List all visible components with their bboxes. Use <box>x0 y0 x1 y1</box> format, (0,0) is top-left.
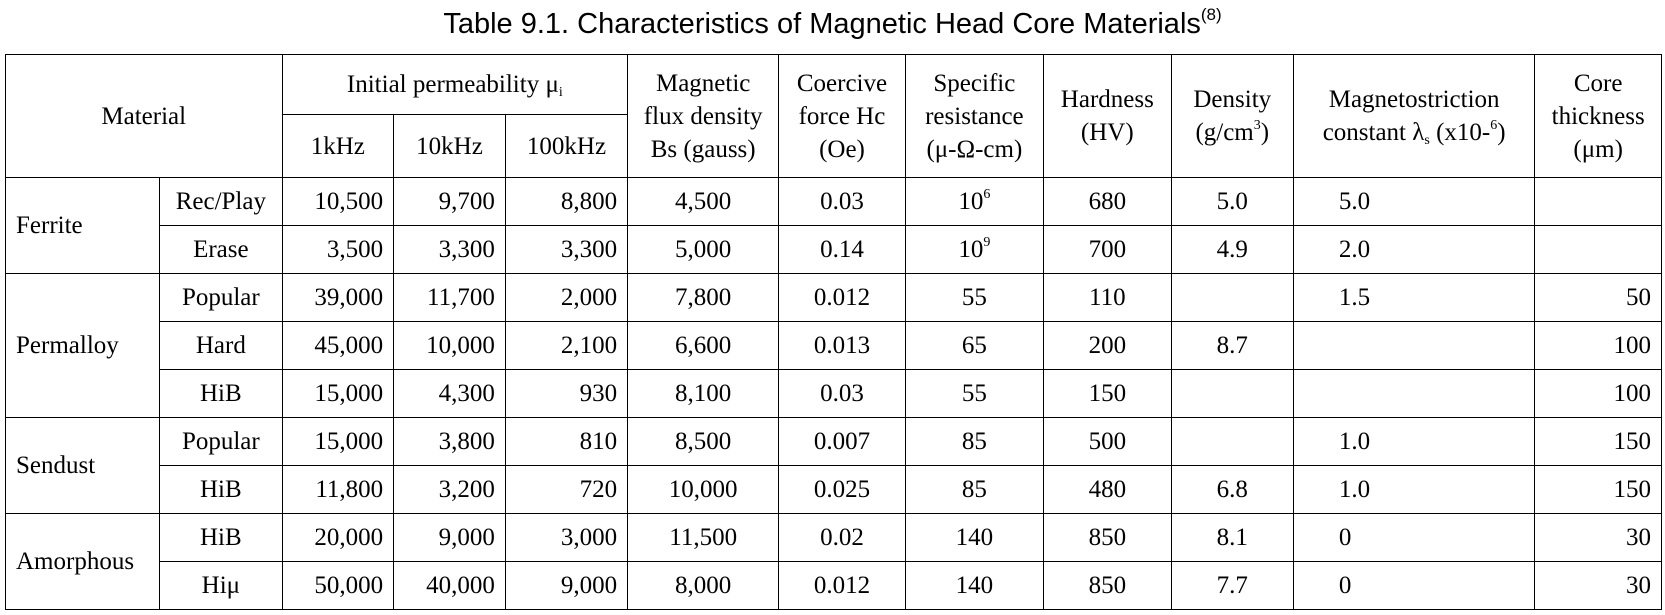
specific-resistance: 55 <box>905 370 1043 418</box>
specific-resistance: 140 <box>905 562 1043 610</box>
permeability-100khz: 3,300 <box>505 226 627 274</box>
specific-resistance: 140 <box>905 514 1043 562</box>
permeability-100khz: 2,000 <box>505 274 627 322</box>
magnetostriction: 1.0 <box>1293 466 1534 514</box>
permeability-100khz: 810 <box>505 418 627 466</box>
hardness: 700 <box>1044 226 1172 274</box>
magnetostriction <box>1293 370 1534 418</box>
magnetostriction <box>1293 322 1534 370</box>
permeability-1khz: 39,000 <box>282 274 394 322</box>
hardness: 850 <box>1044 514 1172 562</box>
permeability-10khz: 9,000 <box>394 514 506 562</box>
coercive-force: 0.14 <box>779 226 906 274</box>
permeability-100khz: 930 <box>505 370 627 418</box>
characteristics-table <box>5 54 1662 610</box>
flux-density: 8,100 <box>628 370 779 418</box>
header-density: Density $(g/cm^3)$ <box>1171 55 1293 178</box>
magnetostriction: 0 <box>1293 562 1534 610</box>
magnetostriction: 5.0 <box>1293 178 1534 226</box>
table-row <box>6 514 1662 562</box>
core-thickness <box>1535 226 1662 274</box>
permeability-1khz: 45,000 <box>282 322 394 370</box>
hardness: 500 <box>1044 418 1172 466</box>
core-thickness <box>1535 178 1662 226</box>
core-thickness: 30 <box>1535 514 1662 562</box>
table-caption <box>0 5 1665 41</box>
permeability-100khz: 2,100 <box>505 322 627 370</box>
header-magnetic-flux-density: Magnetic flux density Bs (gauss) <box>628 55 779 178</box>
flux-density: 11,500 <box>628 514 779 562</box>
permeability-100khz: 720 <box>505 466 627 514</box>
table-row <box>6 274 1662 322</box>
coercive-force: 0.03 <box>779 370 906 418</box>
hardness: 150 <box>1044 370 1172 418</box>
header-material: Material <box>6 55 283 178</box>
header-magnetostriction: Magnetostriction constant $\lambda_s$ (x10-$^6$) <box>1293 55 1534 178</box>
coercive-force: 0.013 <box>779 322 906 370</box>
specific-resistance: 65 <box>905 322 1043 370</box>
coercive-force: 0.012 <box>779 562 906 610</box>
hardness: 200 <box>1044 322 1172 370</box>
header-freq-1khz: 1kHz <box>282 115 394 178</box>
core-thickness: 100 <box>1535 322 1662 370</box>
coercive-force: 0.007 <box>779 418 906 466</box>
specific-resistance: $10^9$ <box>905 226 1043 274</box>
coercive-force: 0.03 <box>779 178 906 226</box>
permeability-1khz: 3,500 <box>282 226 394 274</box>
permeability-1khz: 11,800 <box>282 466 394 514</box>
specific-resistance: 85 <box>905 466 1043 514</box>
permeability-10khz: 40,000 <box>394 562 506 610</box>
core-thickness: 150 <box>1535 418 1662 466</box>
hardness: 480 <box>1044 466 1172 514</box>
material-group-sendust: Sendust <box>6 418 160 514</box>
header-specific-resistance: Specific resistance (μ-Ω-cm) <box>905 55 1043 178</box>
permeability-1khz: 20,000 <box>282 514 394 562</box>
table-row <box>6 178 1662 226</box>
header-freq-100khz: 100kHz <box>505 115 627 178</box>
permeability-10khz: 9,700 <box>394 178 506 226</box>
material-type: Rec/Play <box>160 178 282 226</box>
density: 6.8 <box>1171 466 1293 514</box>
coercive-force: 0.012 <box>779 274 906 322</box>
specific-resistance: $10^6$ <box>905 178 1043 226</box>
core-thickness: 150 <box>1535 466 1662 514</box>
caption-reference: (8) <box>1200 5 1222 24</box>
material-type: Popular <box>160 274 282 322</box>
material-type: Popular <box>160 418 282 466</box>
magnetostriction: 2.0 <box>1293 226 1534 274</box>
table-row <box>6 226 1662 274</box>
header-core-thickness: Core thickness (μm) <box>1535 55 1662 178</box>
coercive-force: 0.02 <box>779 514 906 562</box>
flux-density: 7,800 <box>628 274 779 322</box>
hardness: 110 <box>1044 274 1172 322</box>
table-row <box>6 322 1662 370</box>
table-row <box>6 562 1662 610</box>
permeability-100khz: 8,800 <box>505 178 627 226</box>
density: 4.9 <box>1171 226 1293 274</box>
material-type: Hard <box>160 322 282 370</box>
flux-density: 5,000 <box>628 226 779 274</box>
material-type: HiB <box>160 514 282 562</box>
density: 8.7 <box>1171 322 1293 370</box>
caption-text: Table 9.1. Characteristics of Magnetic Head Core Materials <box>443 8 1201 40</box>
table-row <box>6 418 1662 466</box>
magnetostriction: 1.0 <box>1293 418 1534 466</box>
material-type: Erase <box>160 226 282 274</box>
permeability-10khz: 4,300 <box>394 370 506 418</box>
flux-density: 6,600 <box>628 322 779 370</box>
material-type: Hiμ <box>160 562 282 610</box>
core-thickness: 50 <box>1535 274 1662 322</box>
density: 8.1 <box>1171 514 1293 562</box>
specific-resistance: 85 <box>905 418 1043 466</box>
hardness: 850 <box>1044 562 1172 610</box>
header-initial-permeability: Initial permeability $\mu_i$ <box>282 55 628 115</box>
flux-density: 10,000 <box>628 466 779 514</box>
coercive-force: 0.025 <box>779 466 906 514</box>
permeability-1khz: 50,000 <box>282 562 394 610</box>
permeability-10khz: 10,000 <box>394 322 506 370</box>
magnetostriction: 0 <box>1293 514 1534 562</box>
magnetostriction: 1.5 <box>1293 274 1534 322</box>
density <box>1171 274 1293 322</box>
material-type: HiB <box>160 466 282 514</box>
flux-density: 8,000 <box>628 562 779 610</box>
permeability-10khz: 11,700 <box>394 274 506 322</box>
header-coercive-force: Coercive force Hc (Oe) <box>779 55 906 178</box>
material-group-amorphous: Amorphous <box>6 514 160 610</box>
flux-density: 8,500 <box>628 418 779 466</box>
permeability-1khz: 15,000 <box>282 370 394 418</box>
permeability-10khz: 3,200 <box>394 466 506 514</box>
permeability-100khz: 9,000 <box>505 562 627 610</box>
permeability-1khz: 15,000 <box>282 418 394 466</box>
core-thickness: 30 <box>1535 562 1662 610</box>
header-hardness: Hardness (HV) <box>1044 55 1172 178</box>
permeability-1khz: 10,500 <box>282 178 394 226</box>
material-group-permalloy: Permalloy <box>6 274 160 418</box>
table-row <box>6 466 1662 514</box>
specific-resistance: 55 <box>905 274 1043 322</box>
permeability-10khz: 3,800 <box>394 418 506 466</box>
material-type: HiB <box>160 370 282 418</box>
density: 5.0 <box>1171 178 1293 226</box>
density: 7.7 <box>1171 562 1293 610</box>
permeability-100khz: 3,000 <box>505 514 627 562</box>
hardness: 680 <box>1044 178 1172 226</box>
permeability-10khz: 3,300 <box>394 226 506 274</box>
density <box>1171 418 1293 466</box>
flux-density: 4,500 <box>628 178 779 226</box>
material-group-ferrite: Ferrite <box>6 178 160 274</box>
table-row <box>6 370 1662 418</box>
core-thickness: 100 <box>1535 370 1662 418</box>
density <box>1171 370 1293 418</box>
header-freq-10khz: 10kHz <box>394 115 506 178</box>
